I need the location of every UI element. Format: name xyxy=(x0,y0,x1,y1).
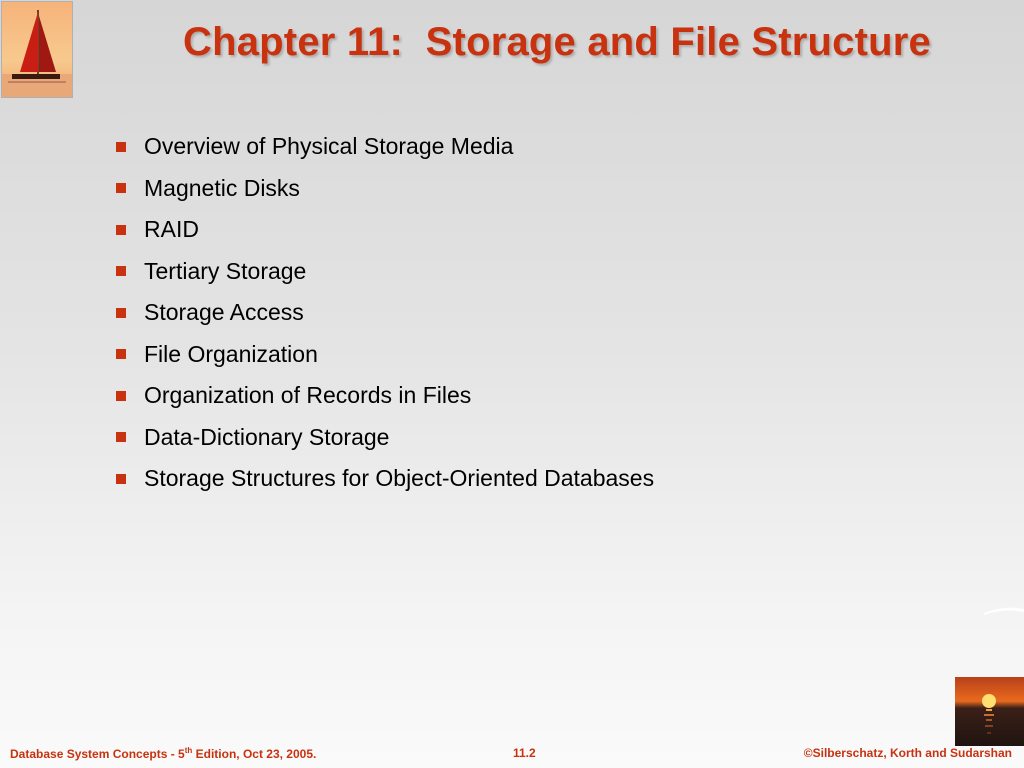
bullet-text: Organization of Records in Files xyxy=(144,382,472,409)
bullet-item xyxy=(113,168,654,210)
footer-edition-suffix: Edition, Oct 23, 2005. xyxy=(192,747,317,761)
footer-copyright: ©Silberschatz, Korth and Sudarshan xyxy=(803,746,1012,760)
red-square-bullet-icon xyxy=(116,391,126,401)
footer xyxy=(0,746,1024,768)
bullet-text: Tertiary Storage xyxy=(144,257,307,284)
footer-edition-sup: th xyxy=(184,746,193,755)
bullet-text: RAID xyxy=(144,216,199,243)
bullet-item xyxy=(113,375,654,417)
red-square-bullet-icon xyxy=(116,432,126,442)
decorative-swoosh-icon xyxy=(984,605,1024,617)
bullet-item xyxy=(113,251,654,293)
footer-edition-prefix: Database System Concepts - 5 xyxy=(10,747,185,761)
bullet-list xyxy=(113,126,654,500)
red-square-bullet-icon xyxy=(116,142,126,152)
bullet-item xyxy=(113,126,654,168)
footer-edition xyxy=(10,746,316,761)
red-square-bullet-icon xyxy=(116,474,126,484)
slide-title: Chapter 11: Storage and File Structure xyxy=(183,20,931,64)
red-square-bullet-icon xyxy=(116,266,126,276)
bullet-text: Overview of Physical Storage Media xyxy=(144,133,514,160)
bullet-text: Storage Access xyxy=(144,299,304,326)
bullet-text: Data-Dictionary Storage xyxy=(144,423,390,450)
footer-page-number: 11.2 xyxy=(513,746,536,760)
red-square-bullet-icon xyxy=(116,349,126,359)
bullet-text: Magnetic Disks xyxy=(144,174,300,201)
red-square-bullet-icon xyxy=(116,183,126,193)
red-square-bullet-icon xyxy=(116,308,126,318)
bullet-item xyxy=(113,458,654,500)
bullet-item xyxy=(113,209,654,251)
bullet-text: Storage Structures for Object-Oriented Databases xyxy=(144,465,655,492)
red-square-bullet-icon xyxy=(116,225,126,235)
sunset-water-icon xyxy=(955,677,1024,746)
bullet-item xyxy=(113,292,654,334)
sailboat-logo-icon xyxy=(1,1,73,98)
bullet-item xyxy=(113,334,654,376)
bullet-text: File Organization xyxy=(144,340,318,367)
bullet-item xyxy=(113,417,654,459)
